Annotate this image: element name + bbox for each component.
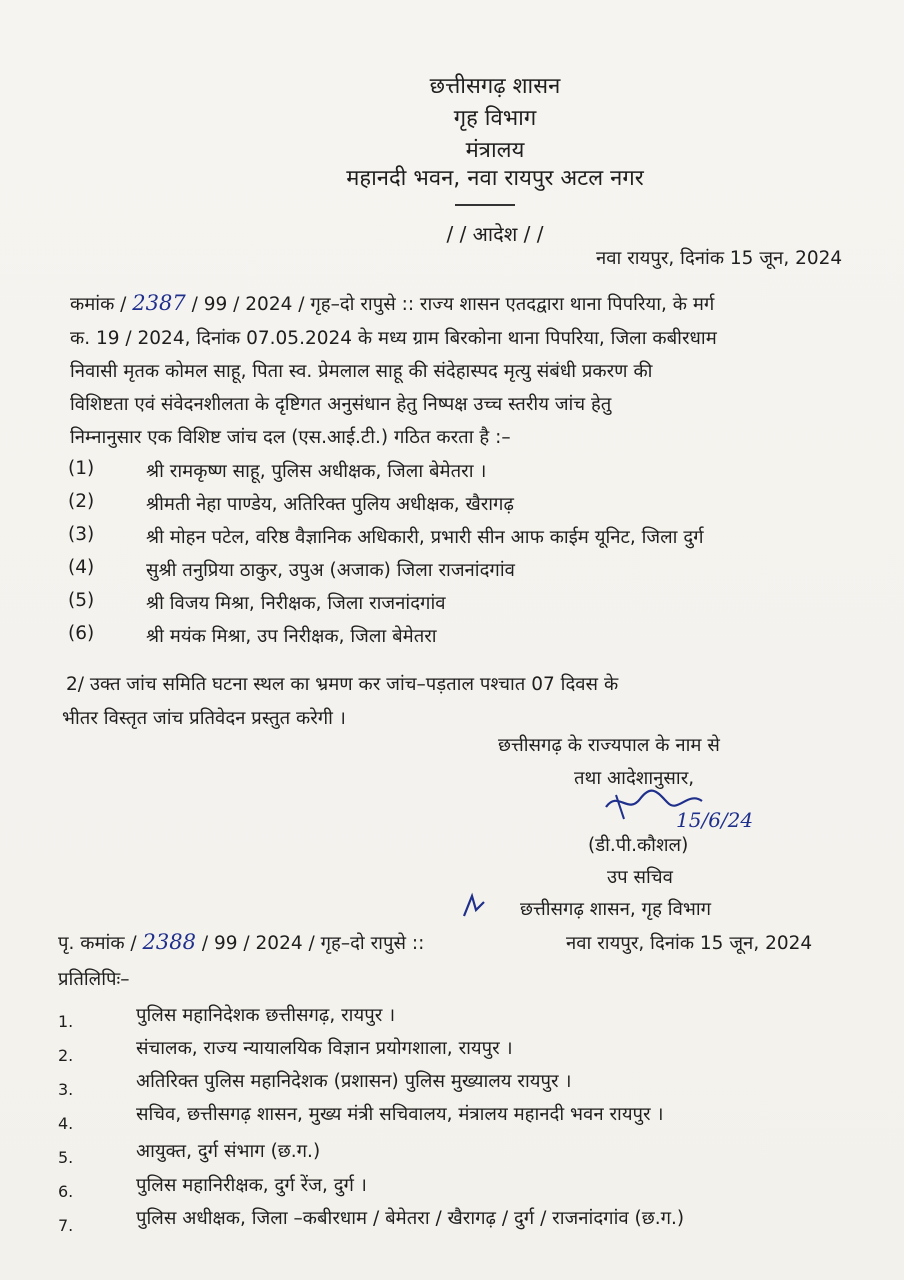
initial-mark bbox=[458, 892, 488, 922]
order-line-3: निवासी मृतक कोमल साहू, पिता स्व. प्रेमलाल साहू की संदेहास्पद मृत्यु संबंधी प्रकरण की bbox=[70, 361, 653, 382]
order-line-2: क. 19 / 2024, दिनांक 07.05.2024 के मध्य ग्राम बिरकोना थाना पिपरिया, जिला कबीरधाम bbox=[70, 328, 717, 349]
signature-line-2: तथा आदेशानुसार, bbox=[574, 768, 695, 789]
signature-line-1: छत्तीसगढ़ के राज्यपाल के नाम से bbox=[498, 735, 720, 756]
signatory-department: छत्तीसगढ़ शासन, गृह विभाग bbox=[520, 899, 712, 920]
order-line-1 bbox=[70, 291, 714, 316]
copy-item-number: 6. bbox=[58, 1182, 74, 1201]
kramank-handwritten: 2387 bbox=[132, 291, 186, 315]
copy-kramank-handwritten: 2388 bbox=[142, 930, 196, 954]
member-text: श्री मयंक मिश्रा, उप निरीक्षक, जिला बेमेतरा bbox=[146, 626, 437, 647]
order-title: / / आदेश / / bbox=[446, 222, 544, 246]
copy-item-text: अतिरिक्त पुलिस महानिदेशक (प्रशासन) पुलिस मुख्यालय रायपुर । bbox=[136, 1071, 572, 1092]
copy-item-number: 1. bbox=[58, 1012, 74, 1031]
copy-kramank bbox=[58, 930, 424, 955]
member-number: (1) bbox=[68, 458, 95, 479]
copy-item-number: 4. bbox=[58, 1114, 74, 1133]
member-number: (3) bbox=[68, 524, 95, 545]
member-text: श्री मोहन पटेल, वरिष्ठ वैज्ञानिक अधिकारी, प्रभारी सीन आफ काईम यूनिट, जिला दुर्ग bbox=[146, 527, 704, 548]
order-line-4: विशिष्टता एवं संवेदनशीलता के दृष्टिगत अनुसंधान हेतु निष्पक्ष उच्च स्तरीय जांच हेतु bbox=[70, 394, 612, 415]
signatory-name: (डी.पी.कौशल) bbox=[588, 835, 689, 856]
copy-item-text: संचालक, राज्य न्यायालयिक विज्ञान प्रयोगशाला, रायपुर । bbox=[136, 1038, 513, 1059]
copy-item-text: पुलिस महानिदेशक छत्तीसगढ़, रायपुर । bbox=[136, 1005, 396, 1026]
member-number: (4) bbox=[68, 557, 95, 578]
kramank-suffix: / 99 / 2024 / गृह–दो रापुसे :: राज्य शासन एतदद्वारा थाना पिपरिया, के मर्ग bbox=[191, 294, 715, 315]
header-line-3: मंत्रालय bbox=[465, 138, 525, 163]
copy-item-number: 7. bbox=[58, 1216, 74, 1235]
header-divider bbox=[455, 204, 515, 206]
order-line-5: निम्नानुसार एक विशिष्ट जांच दल (एस.आई.टी.) गठित करता है :– bbox=[70, 427, 511, 448]
copy-kramank-suffix: / 99 / 2024 / गृह–दो रापुसे :: bbox=[201, 933, 425, 954]
copy-kramank-prefix: पृ. कमांक / bbox=[58, 933, 137, 954]
order-date: नवा रायपुर, दिनांक 15 जून, 2024 bbox=[596, 248, 843, 269]
para2-line-2: भीतर विस्तृत जांच प्रतिवेदन प्रस्तुत करेगी । bbox=[62, 708, 346, 729]
header-line-4: महानदी भवन, नवा रायपुर अटल नगर bbox=[346, 166, 644, 191]
copy-item-text: सचिव, छत्तीसगढ़ शासन, मुख्य मंत्री सचिवालय, मंत्रालय महानदी भवन रायपुर । bbox=[136, 1104, 664, 1125]
member-number: (6) bbox=[68, 623, 95, 644]
copy-item-number: 2. bbox=[58, 1046, 74, 1065]
copy-date: नवा रायपुर, दिनांक 15 जून, 2024 bbox=[566, 933, 813, 954]
kramank-prefix: कमांक / bbox=[70, 294, 127, 315]
copy-heading: प्रतिलिपिः– bbox=[58, 969, 130, 990]
copy-item-number: 3. bbox=[58, 1080, 74, 1099]
copy-item-text: पुलिस महानिरीक्षक, दुर्ग रेंज, दुर्ग । bbox=[136, 1175, 367, 1196]
member-text: श्री विजय मिश्रा, निरीक्षक, जिला राजनांदगांव bbox=[146, 593, 446, 614]
member-number: (5) bbox=[68, 590, 95, 611]
member-text: श्री रामकृष्ण साहू, पुलिस अधीक्षक, जिला बेमेतरा । bbox=[146, 461, 487, 482]
header-line-1: छत्तीसगढ़ शासन bbox=[429, 74, 561, 99]
header-line-2: गृह विभाग bbox=[453, 106, 537, 131]
member-number: (2) bbox=[68, 491, 95, 512]
copy-item-text: पुलिस अधीक्षक, जिला –कबीरधाम / बेमेतरा / खैरागढ़ / दुर्ग / राजनांदगांव (छ.ग.) bbox=[136, 1208, 685, 1229]
member-text: सुश्री तनुप्रिया ठाकुर, उपुअ (अजाक) जिला राजनांदगांव bbox=[146, 560, 515, 581]
copy-item-number: 5. bbox=[58, 1148, 74, 1167]
para2-line-1: 2/ उक्त जांच समिति घटना स्थल का भ्रमण कर जांच–पड़ताल पश्चात 07 दिवस के bbox=[66, 674, 619, 695]
signatory-designation: उप सचिव bbox=[607, 867, 673, 888]
signature-date-handwritten: 15/6/24 bbox=[676, 808, 754, 832]
member-text: श्रीमती नेहा पाण्डेय, अतिरिक्त पुलिय अधीक्षक, खैरागढ़ bbox=[146, 494, 514, 515]
copy-item-text: आयुक्त, दुर्ग संभाग (छ.ग.) bbox=[136, 1141, 321, 1162]
